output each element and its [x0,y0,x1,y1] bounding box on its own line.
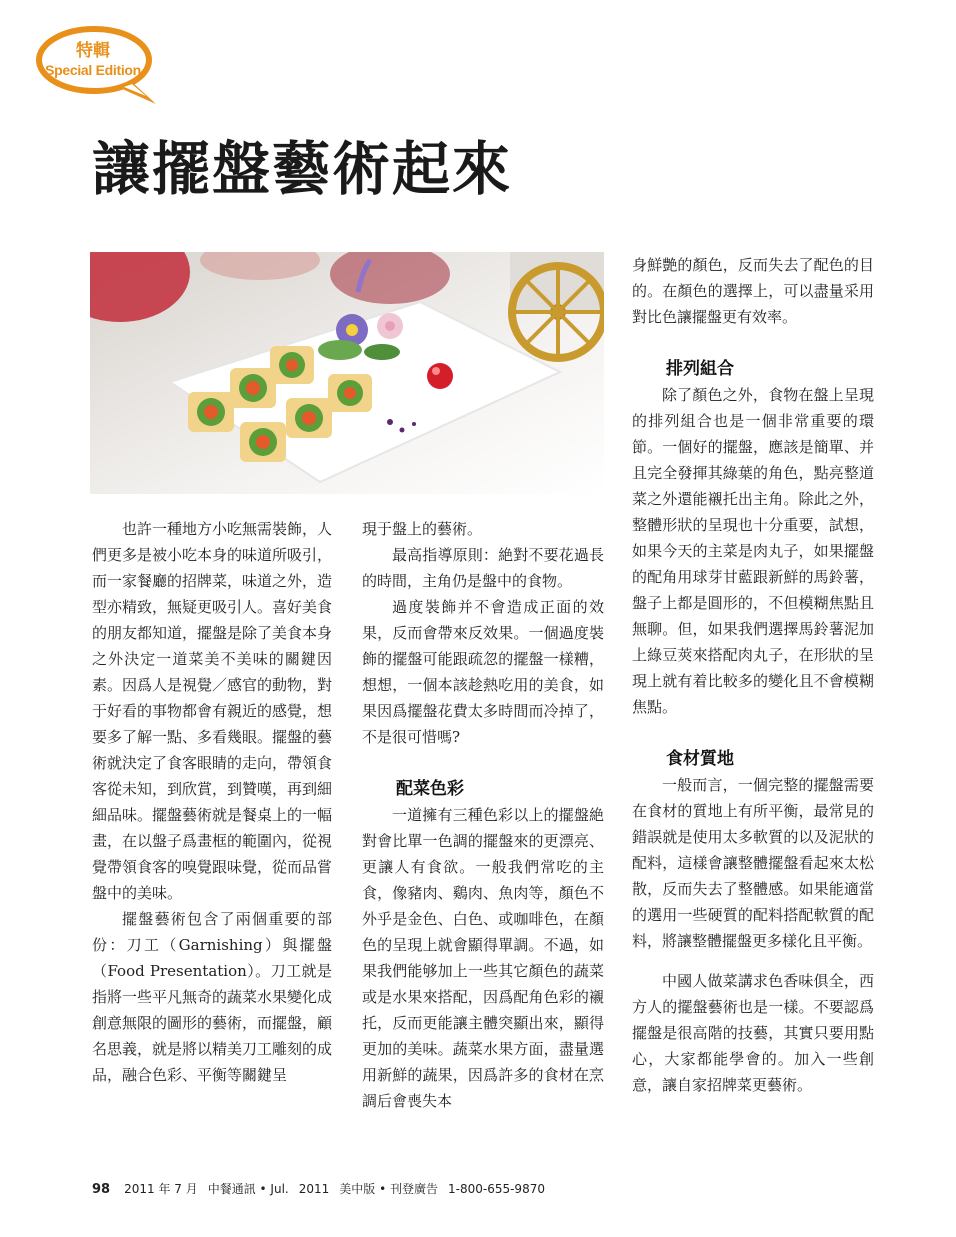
paragraph-principle: 最高指導原則：絶對不要花過長的時間，主角仍是盤中的食物。 [362,546,604,590]
badge-english-label: Special Edition [45,62,141,78]
paragraph-color-continued: 身鮮艶的顏色，反而失去了配色的目的。在顏色的選擇上，可以盡量采用對比色讓擺盤更有效率。 [632,256,874,326]
section-heading-texture: 食材質地 [666,749,734,769]
section-heading-color: 配菜色彩 [396,779,464,799]
paragraph-techniques: 擺盤藝術包含了兩個重要的部份：刀工（Garnishing）與擺盤（Food Presentation）。刀工就是指將一些平凡無奇的蔬菜水果變化成創意無限的圖形的藝術，而擺盤，顧名思義，就是將以精美刀工雕刻的成品，融合色彩、平衡等關鍵呈 [92,910,333,1084]
paragraph-continuation: 現于盤上的藝術。 [362,520,483,538]
article-column-3 [632,252,874,1098]
page-footer [92,1180,555,1197]
article-column-1 [92,516,332,1088]
footer-year: 2011 [298,1182,330,1196]
paragraph-over-decoration: 過度裝飾并不會造成正面的效果，反而會帶來反效果。一個過度裝飾的擺盤可能跟疏忽的擺盤一樣糟，想想，一個本該趁熱吃用的美食，如果因爲擺盤花費太多時間而冷掉了，不是很可惜嗎? [362,598,604,746]
special-edition-badge [34,24,164,108]
article-column-2 [362,516,604,1114]
page-number: 98 [92,1182,111,1197]
paragraph-texture: 一般而言，一個完整的擺盤需要在食材的質地上有所平衡，最常見的錯誤就是使用太多軟質的以及泥狀的配料，這樣會讓整體擺盤看起來太松散，反而失去了整體感。如果能適當的選用一些硬質的配料搭配軟質的配料，將讓整體擺盤更多樣化且平衡。 [632,776,874,950]
paragraph-intro: 也許一種地方小吃無需裝飾，人們更多是被小吃本身的味道所吸引，而一家餐廳的招牌菜，味道之外，造型亦精致，無疑更吸引人。喜好美食的朋友都知道，擺盤是除了美食本身之外決定一道菜美不美味的關鍵因素。因爲人是視覺／感官的動物，對于好看的事物都會有親近的感覺，想要多了解一點、多看幾眼。擺盤的藝術就決定了食客眼睛的走向，帶領食客從未知，到欣賞，到贊嘆，再到細細品味。擺盤藝術就是餐桌上的一幅畫，在以盤子爲畫框的範圍內，從視覺帶領食客的嗅覺跟味覺，從而品嘗盤中的美味。 [92,520,333,902]
paragraph-color: 一道擁有三種色彩以上的擺盤絶對會比單一色調的擺盤來的更漂亮、更讓人有食欲。一般我們常吃的主食，像豬肉、鷄肉、魚肉等，顏色不外乎是金色、白色、或咖啡色，在顏色的呈現上就會顯得單調。不過，如果我們能够加上一些其它顏色的蔬菜或是水果來搭配，因爲配角色彩的襯托，反而更能讓主體突顯出來，顯得更加的美味。蔬菜水果方面，盡量選用新鮮的蔬果，因爲許多的食材在烹調后會喪失本 [362,806,604,1110]
paragraph-arrangement: 除了顏色之外，食物在盤上呈現的排列組合也是一個非常重要的環節。一個好的擺盤，應該是簡單、并且完全發揮其綠葉的角色，點亮整道菜之外還能襯托出主角。除此之外，整體形狀的呈現也十分重要，試想，如果今天的主菜是肉丸子，如果擺盤的配角用球芽甘藍跟新鮮的馬鈴薯，盤子上都是圓形的，不但模糊焦點且無聊。但，如果我們選擇馬鈴薯泥加上綠豆莢來搭配肉丸子，在形狀的呈現上就有着比較多的變化且不會模糊焦點。 [632,386,874,716]
article-title: 讓擺盤藝術起來 [92,135,513,203]
footer-magazine: 中餐通訊 • Jul. [207,1182,289,1196]
footer-phone: 1-800-655-9870 [448,1182,545,1196]
section-heading-arrangement: 排列組合 [666,359,734,379]
footer-date: 2011 年 7 月 [124,1182,198,1196]
badge-chinese-label: 特輯 [76,41,110,61]
footer-edition: 美中版 • 刊登廣告 [339,1182,438,1196]
food-plate-photo [90,252,604,494]
paragraph-conclusion: 中國人做菜講求色香味俱全，西方人的擺盤藝術也是一樣。不要認爲擺盤是很高階的技藝，其實只要用點心，大家都能學會的。加入一些創意，讓自家招牌菜更藝術。 [632,972,874,1094]
